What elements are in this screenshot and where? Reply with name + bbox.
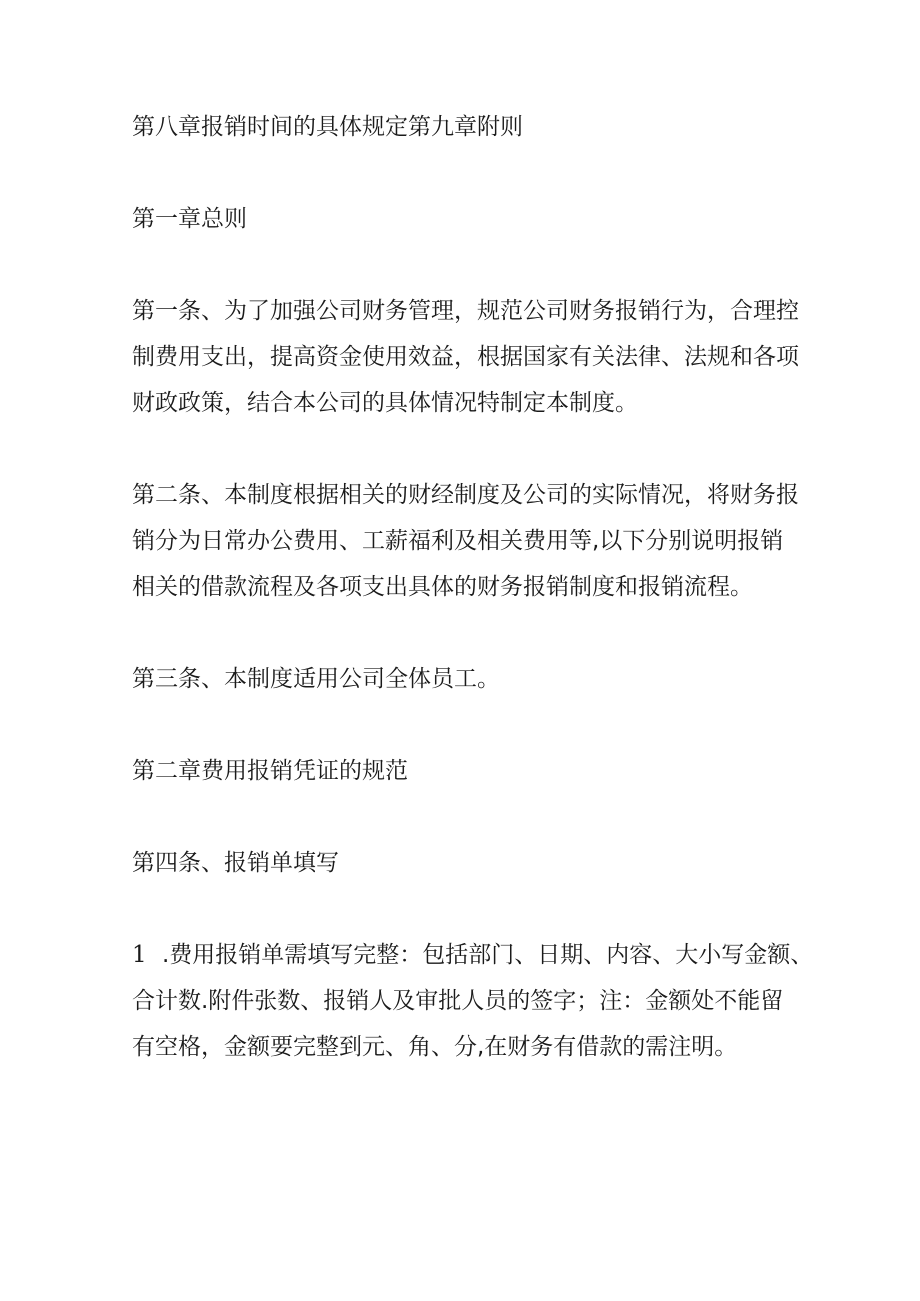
document-body bbox=[132, 104, 812, 1070]
article-4-title: 第四条、报销单填写 bbox=[132, 850, 339, 876]
item-1-line: 有空格，金额要完整到元、角、分,在财务有借款的需注明。 bbox=[132, 1034, 738, 1060]
article-1-line: 制费用支出，提高资金使用效益，根据国家有关法律、法规和各项 bbox=[132, 344, 799, 370]
article-2-line: 第二条、本制度根据相关的财经制度及公司的实际情况，将财务报 bbox=[132, 482, 799, 508]
item-1-line: .费用报销单需填写完整：包括部门、日期、内容、大小写金额、 bbox=[162, 942, 814, 968]
article-2-line: 相关的借款流程及各项支出具体的财务报销制度和报销流程。 bbox=[132, 574, 753, 600]
item-1-first-line bbox=[132, 932, 812, 978]
item-1-number: 1 bbox=[132, 942, 147, 968]
chapter-2-title: 第二章费用报销凭证的规范 bbox=[132, 758, 408, 784]
article-1 bbox=[132, 288, 812, 426]
article-3: 第三条、本制度适用公司全体员工。 bbox=[132, 666, 500, 692]
article-2 bbox=[132, 472, 812, 610]
article-1-line: 第一条、为了加强公司财务管理，规范公司财务报销行为，合理控 bbox=[132, 298, 799, 324]
item-1 bbox=[132, 932, 812, 1070]
toc-line: 第八章报销时间的具体规定第九章附则 bbox=[132, 114, 523, 140]
chapter-1-title: 第一章总则 bbox=[132, 206, 247, 232]
article-1-line: 财政政策，结合本公司的具体情况特制定本制度。 bbox=[132, 390, 638, 416]
article-2-line: 销分为日常办公费用、工薪福利及相关费用等,以下分别说明报销 bbox=[132, 528, 784, 554]
item-1-line: 合计数.附件张数、报销人及审批人员的签字；注：金额处不能留 bbox=[132, 988, 784, 1014]
